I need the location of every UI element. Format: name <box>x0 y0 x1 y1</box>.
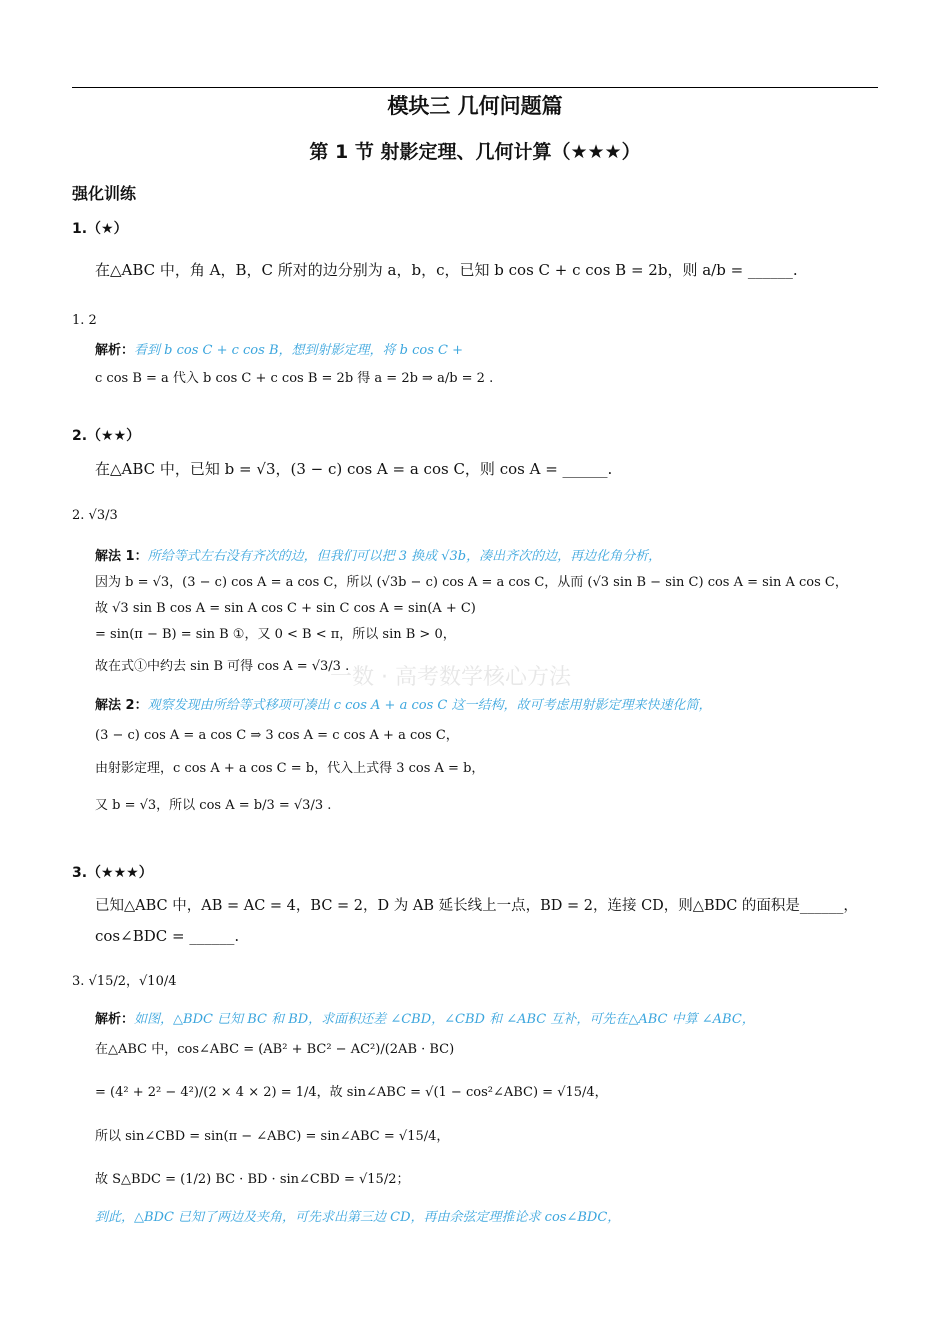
solution-3-line-2: = (4² + 2² − 4²)/(2 × 4 × 2) = 1/4，故 sin∠ABC = √(1 − cos²∠ABC) = √15/4， <box>95 1085 608 1100</box>
solution-hint: 看到 b cos C + c cos B，想到射影定理，将 b cos C + <box>134 343 463 358</box>
answer-3: 3. √15/2，√10/4 <box>72 974 177 989</box>
method-2-hint: 观察发现由所给等式移项可凑出 c cos A + a cos C 这一结构，故可考虑用射影定理来快速化简， <box>147 698 712 713</box>
method-2-label: 解法 2： <box>95 698 148 713</box>
solution-3-line-5-hint: 到此，△BDC 已知了两边及夹角，可先求出第三边 CD，再由余弦定理推论求 cos∠BDC， <box>95 1210 621 1225</box>
solution-2-method-1-line-4: 故在式①中约去 sin B 可得 cos A = √3/3 . <box>95 659 350 674</box>
question-1-number: 1.（★） <box>72 221 128 237</box>
question-2-number: 2.（★★） <box>72 428 141 444</box>
solution-3-line-1: 在△ABC 中，cos∠ABC = (AB² + BC² − AC²)/(2AB · BC) <box>95 1042 455 1057</box>
method-1-hint: 所给等式左右没有齐次的边，但我们可以把 3 换成 √3b，凑出齐次的边，再边化角分析， <box>147 549 662 564</box>
section-title: 第 1 节 射影定理、几何计算（★★★） <box>309 141 641 163</box>
method-1-label: 解法 1： <box>95 549 148 564</box>
solution-label: 解析： <box>95 343 135 358</box>
solution-3-hint <box>95 1008 755 1027</box>
solution-2-method-2-line-3: 又 b = √3，所以 cos A = b/3 = √3/3 . <box>95 798 332 813</box>
solution-1-line-2: c cos B = a 代入 b cos C + c cos B = 2b 得 a = 2b ⇒ a/b = 2 . <box>95 371 494 386</box>
question-3-text-line-2: cos∠BDC = ______. <box>95 927 240 945</box>
solution-2-method-1-line-3: = sin(π − B) = sin B ①，又 0 < B < π，所以 sin B > 0， <box>95 627 456 642</box>
solution-3-line-3: 所以 sin∠CBD = sin(π − ∠ABC) = sin∠ABC = √15/4， <box>95 1129 450 1144</box>
solution-3-label: 解析： <box>95 1012 135 1027</box>
solution-2-method-1-line-1: 因为 b = √3，(3 − c) cos A = a cos C，所以 (√3b − c) cos A = a cos C，从而 (√3 sin B − sin C) cos A = sin A cos C， <box>95 575 848 590</box>
solution-2-method-2-line-1: (3 − c) cos A = a cos C ⇒ 3 cos A = c cos A + a cos C， <box>95 728 459 743</box>
solution-2-method-2-line-2: 由射影定理，c cos A + a cos C = b，代入上式得 3 cos A = b， <box>95 761 485 776</box>
question-3-text-line-1: 已知△ABC 中，AB = AC = 4，BC = 2，D 为 AB 延长线上一点，BD = 2，连接 CD，则△BDC 的面积是______， <box>95 898 858 914</box>
solution-3-hint-text: 如图，△BDC 已知 BC 和 BD，求面积还差 ∠CBD，∠CBD 和 ∠ABC 互补，可先在△ABC 中算 ∠ABC， <box>134 1012 755 1027</box>
solution-2-method-1-hint <box>95 545 661 564</box>
question-2-text: 在△ABC 中，已知 b = √3，(3 − c) cos A = a cos C，则 cos A = ______. <box>95 460 613 478</box>
question-3-number: 3.（★★★） <box>72 865 153 881</box>
answer-1: 1. 2 <box>72 313 97 328</box>
solution-3-line-4: 故 S△BDC = (1/2) BC · BD · sin∠CBD = √15/2； <box>95 1172 410 1187</box>
top-rule <box>72 87 878 88</box>
module-title: 模块三 几何问题篇 <box>387 94 563 118</box>
question-1-text: 在△ABC 中，角 A，B，C 所对的边分别为 a，b，c，已知 b cos C + c cos B = 2b，则 a/b = ______. <box>95 261 798 279</box>
watermark: 一数 · 高考数学核心方法 <box>330 665 571 690</box>
subsection-title: 强化训练 <box>72 184 137 203</box>
solution-2-method-2-hint <box>95 694 711 713</box>
solution-1-line-1 <box>95 339 463 358</box>
answer-2: 2. √3/3 <box>72 508 118 523</box>
solution-2-method-1-line-2: 故 √3 sin B cos A = sin A cos C + sin C cos A = sin(A + C) <box>95 601 476 616</box>
